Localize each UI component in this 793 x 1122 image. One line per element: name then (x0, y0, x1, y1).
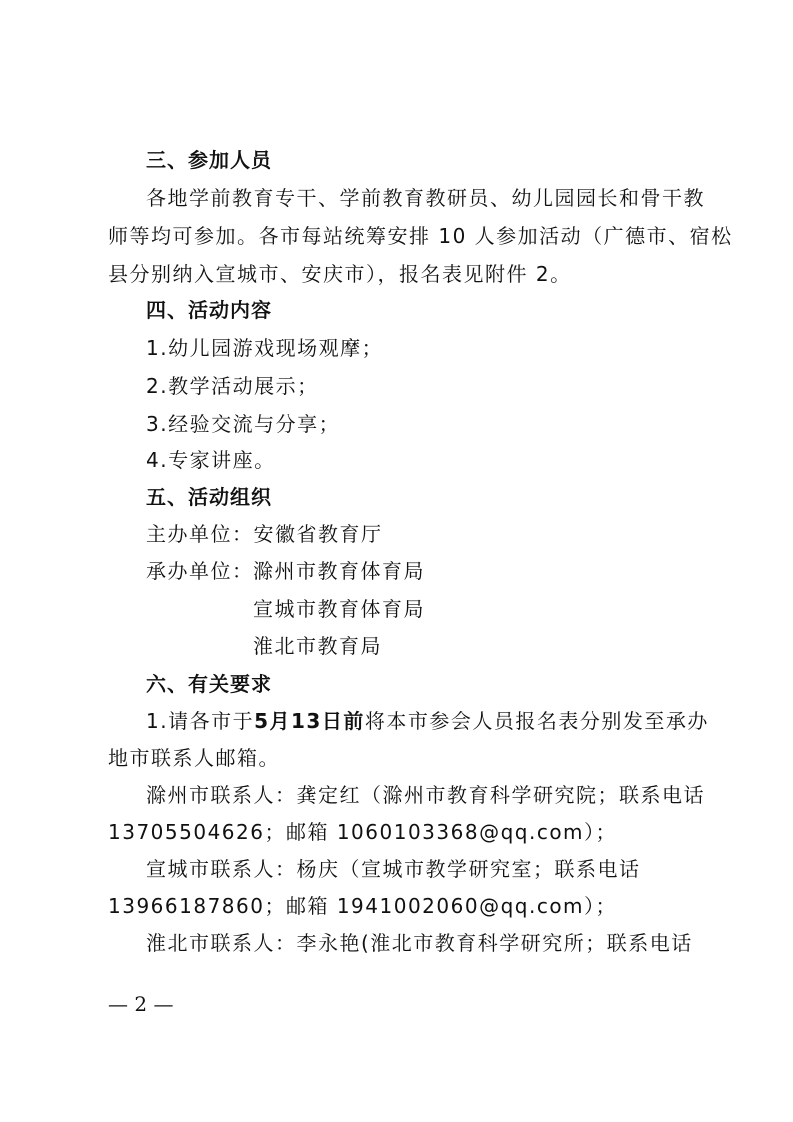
organizer-item: 淮北市教育局 (253, 634, 382, 658)
contact-line: 13705504626；邮箱 1060103368@qq.com）； (108, 820, 618, 844)
host-unit: 主办单位：安徽省教育厅 (146, 522, 383, 546)
list-item: 2.教学活动展示； (146, 374, 319, 398)
section-heading-organization: 五、活动组织 (146, 485, 272, 509)
requirement-suffix: 将本市参会人员报名表分别发至承办 (364, 709, 709, 733)
organizer-item: 宣城市教育体育局 (253, 597, 425, 621)
list-item: 1.幼儿园游戏现场观摩； (146, 336, 384, 360)
paragraph-line: 各地学前教育专干、学前教育教研员、幼儿园园长和骨干教 (146, 186, 705, 210)
list-item: 4.专家讲座。 (146, 448, 276, 472)
contact-line: 13966187860；邮箱 1941002060@qq.com）； (108, 894, 618, 918)
page-number: — 2 — (108, 992, 174, 1016)
organizer-item: 滁州市教育体育局 (253, 559, 425, 583)
section-heading-content: 四、活动内容 (146, 298, 272, 322)
contact-line: 淮北市联系人：李永艳(淮北市教育科学研究所；联系电话 (146, 931, 693, 955)
contact-line: 宣城市联系人：杨庆（宣城市教学研究室；联系电话 (146, 857, 641, 881)
requirement-prefix: 1.请各市于 (146, 709, 255, 733)
section-heading-requirements: 六、有关要求 (146, 672, 272, 696)
list-item: 3.经验交流与分享； (146, 412, 341, 436)
deadline-date: 5月13日前 (254, 709, 365, 733)
paragraph-line: 师等均可参加。各市每站统筹安排 10 人参加活动（广德市、宿松 (108, 224, 733, 248)
paragraph-line: 地市联系人邮箱。 (108, 746, 280, 770)
organizer-label: 承办单位： (146, 559, 254, 583)
section-heading-participants: 三、参加人员 (146, 148, 272, 172)
requirement-line (146, 707, 746, 735)
paragraph-line: 县分别纳入宣城市、安庆市），报名表见附件 2。 (108, 262, 572, 286)
contact-line: 滁州市联系人：龚定红（滁州市教育科学研究院；联系电话 (146, 783, 705, 807)
